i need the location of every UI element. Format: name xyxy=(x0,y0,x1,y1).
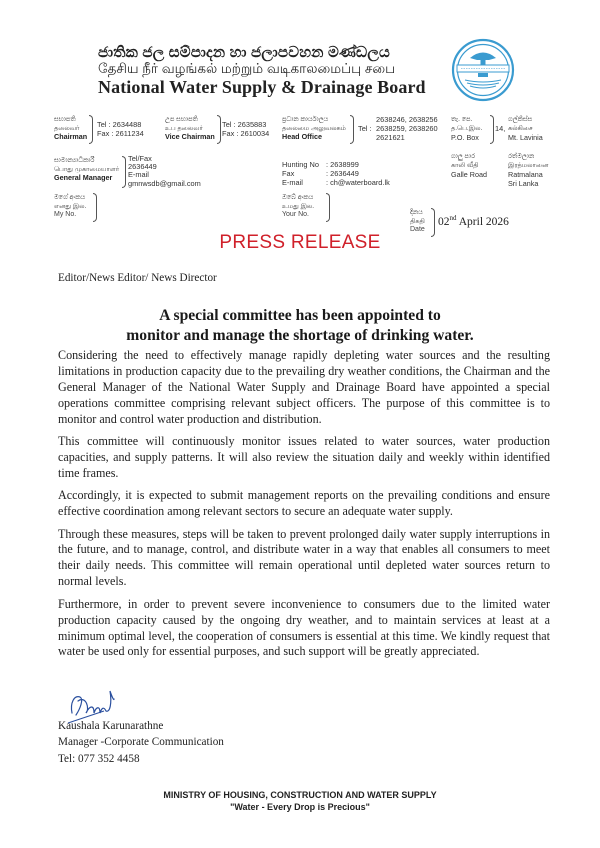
vice-chairman-label-si: උප සභාපති xyxy=(165,116,198,123)
hunting-value: : 2638999 xyxy=(326,160,359,169)
city-si: ගල්කිස්ස xyxy=(508,116,533,123)
country: Sri Lanka xyxy=(508,179,539,188)
signatory-title: Manager -Corporate Communication xyxy=(58,736,224,749)
hunting-labels xyxy=(282,160,319,187)
po-box-city xyxy=(508,116,543,142)
road-ta: காலி வீதி xyxy=(451,161,479,169)
chairman-tel: Tel : 2634488 xyxy=(97,120,142,129)
date-suffix: nd xyxy=(449,214,457,222)
chairman-label-si: සභාපති xyxy=(54,116,76,123)
city-en: Mt. Lavinia xyxy=(508,133,543,142)
headline-line-1: A special committee has been appointed to xyxy=(159,307,441,324)
footer xyxy=(0,790,600,813)
date-label-ta: திகதி xyxy=(410,217,425,225)
vice-chairman-fax: Fax : 2610034 xyxy=(222,129,270,138)
org-name-english: National Water Supply & Drainage Board xyxy=(98,77,426,97)
chairman-contact xyxy=(54,116,87,142)
body-paragraph: Considering the need to effectively manage rapidly depleting water sources and the resulting limitations in production capacity due to the prevailing dry weather conditions, the Chairman and the General Manager of the National Water Supply and Drainage Board have appointed a special operations committee comprising relevant subject officers. The purpose of this committee is to monitor and control water production and distribution. xyxy=(58,348,550,426)
brace xyxy=(217,115,221,144)
gm-email-link[interactable]: gmnwsdb@gmail.com xyxy=(128,178,201,188)
signatory-name: Kaushala Karunarathne xyxy=(58,720,164,732)
po-box-label-ta: த.பெ.இல. xyxy=(451,124,483,132)
po-box-label-si: තැ. පෙ. xyxy=(451,116,473,123)
body-paragraph: Accordingly, it is expected to submit management reports on the prevailing conditions and ensure effective coordination among relevant sectors to secure an adequate water supply. xyxy=(58,488,550,519)
date-label-si: දිනය xyxy=(410,209,423,216)
brace xyxy=(350,115,354,144)
chairman-numbers xyxy=(97,120,144,138)
body-paragraph: This committee will continuously monitor issues related to water sources, water production capacities, and supply patterns. It will also review the situation daily and weekly within identified time frames. xyxy=(58,434,550,480)
head-office-label-en: Head Office xyxy=(282,132,322,141)
head-office-contact xyxy=(282,116,346,142)
vice-chairman-label-ta: உப தலைவர் xyxy=(165,124,203,132)
hunting-values xyxy=(326,160,390,187)
chairman-fax: Fax : 2611234 xyxy=(97,129,144,138)
my-no-field xyxy=(54,194,86,220)
po-box-contact xyxy=(451,116,482,142)
your-no-label-en: Your No. xyxy=(282,211,309,218)
fax-label: Fax xyxy=(282,169,295,178)
vice-chairman-label-en: Vice Chairman xyxy=(165,132,215,141)
head-office-label-si: ප්‍රධාන කාර්යාලය xyxy=(282,116,329,123)
fax-value: : 2636449 xyxy=(326,169,359,178)
email-label: E-mail xyxy=(282,178,303,187)
headline xyxy=(0,306,600,346)
gm-label-en: General Manager xyxy=(54,173,113,182)
chairman-label-ta: தலைவர் xyxy=(54,124,80,132)
gm-line: 2636449 xyxy=(128,162,157,172)
road-si: ගාලු පාර xyxy=(451,153,476,160)
head-office-numbers xyxy=(376,115,438,142)
gm-line: E-mail xyxy=(128,170,149,180)
vice-chairman-contact xyxy=(165,116,215,142)
my-no-label-si: මගේ අංකය xyxy=(54,194,86,201)
body-paragraph: Through these measures, steps will be taken to prevent prolonged daily water supply interruptions in the future, and to manage, control, and distribute water in a way that enables all consumers to meet their daily needs. This committee will remain operational until depleted water sources return to normal levels. xyxy=(58,526,550,589)
head-office-tel-line: 2638246, 2638256 xyxy=(376,115,438,124)
org-name-sinhala: ජාතික ජල සම්පාදන හා ජලාපවහන මණ්ඩලය xyxy=(98,44,390,61)
press-release-title: PRESS RELEASE xyxy=(219,232,381,253)
date-day: 02 xyxy=(438,215,450,228)
brace xyxy=(89,115,93,144)
my-no-label-ta: எனது இல. xyxy=(54,202,87,210)
ministry-name: MINISTRY OF HOUSING, CONSTRUCTION AND WATER SUPPLY xyxy=(163,790,437,800)
brace xyxy=(122,156,126,188)
hunting-label: Hunting No xyxy=(282,160,319,169)
date-field xyxy=(410,209,425,235)
gm-line: Tel/Fax xyxy=(128,154,152,163)
email-link[interactable]: : ch@waterboard.lk xyxy=(326,178,390,187)
brace xyxy=(93,193,97,222)
nwsdb-emblem-icon xyxy=(451,38,515,102)
signatory-block xyxy=(58,718,224,767)
town-si: රත්මලාන xyxy=(508,153,535,160)
town-address xyxy=(508,153,548,188)
general-manager-contact xyxy=(54,157,119,183)
letterhead-titles xyxy=(98,44,428,97)
brace xyxy=(490,115,494,144)
headline-line-2: monitor and manage the shortage of drinking water. xyxy=(126,327,474,344)
gm-details xyxy=(128,155,201,188)
signatory-phone: Tel: 077 352 4458 xyxy=(58,752,140,765)
addressee: Editor/News Editor/ News Director xyxy=(58,272,217,284)
gm-label-ta: பொது முகாமையாளர் xyxy=(54,165,120,173)
city-ta: கல்கிசை xyxy=(508,124,533,132)
po-box-number: 14, xyxy=(495,124,506,133)
road-en: Galle Road xyxy=(451,170,487,179)
slogan: "Water - Every Drop is Precious" xyxy=(230,801,370,812)
your-no-label-si: ඔබේ අංකය xyxy=(282,194,314,201)
vice-chairman-tel: Tel : 2635883 xyxy=(222,120,267,129)
your-no-label-ta: உமது இல. xyxy=(282,202,315,210)
road-address xyxy=(451,153,487,179)
body-paragraph: Furthermore, in order to prevent severe inconvenience to consumers due to the limited water production capacity caused by the ongoing dry weather, and to maintain services at least at a minimum optimal level, the cooperation of consumers is essential at this time. We kindly request that water be used only for essential purposes, and such support will be greatly appreciated. xyxy=(58,596,550,659)
your-no-field xyxy=(282,194,314,220)
date-label-en: Date xyxy=(410,226,425,233)
head-office-tel-label: Tel : xyxy=(358,124,372,133)
press-release-body xyxy=(58,348,550,667)
head-office-tel-line: 2621621 xyxy=(376,133,405,142)
po-box-label-en: P.O. Box xyxy=(451,133,479,142)
town-ta: இரத்மலானை xyxy=(508,161,549,169)
date-rest: April 2026 xyxy=(456,215,509,228)
brace xyxy=(326,193,330,222)
org-name-tamil: தேசிய நீர் வழங்கல் மற்றும் வடிகாலமைப்பு சபை xyxy=(98,61,396,76)
chairman-label-en: Chairman xyxy=(54,132,88,141)
gm-label-si: සාමාන්‍යාධිකාරී xyxy=(54,157,95,164)
head-office-label-ta: தலைமை அலுவலகம் xyxy=(282,124,346,132)
town-en: Ratmalana xyxy=(508,170,543,179)
head-office-tel-line: 2638259, 2638260 xyxy=(376,124,438,133)
date-value xyxy=(438,214,509,228)
vice-chairman-numbers xyxy=(222,120,269,138)
my-no-label-en: My No. xyxy=(54,211,77,218)
